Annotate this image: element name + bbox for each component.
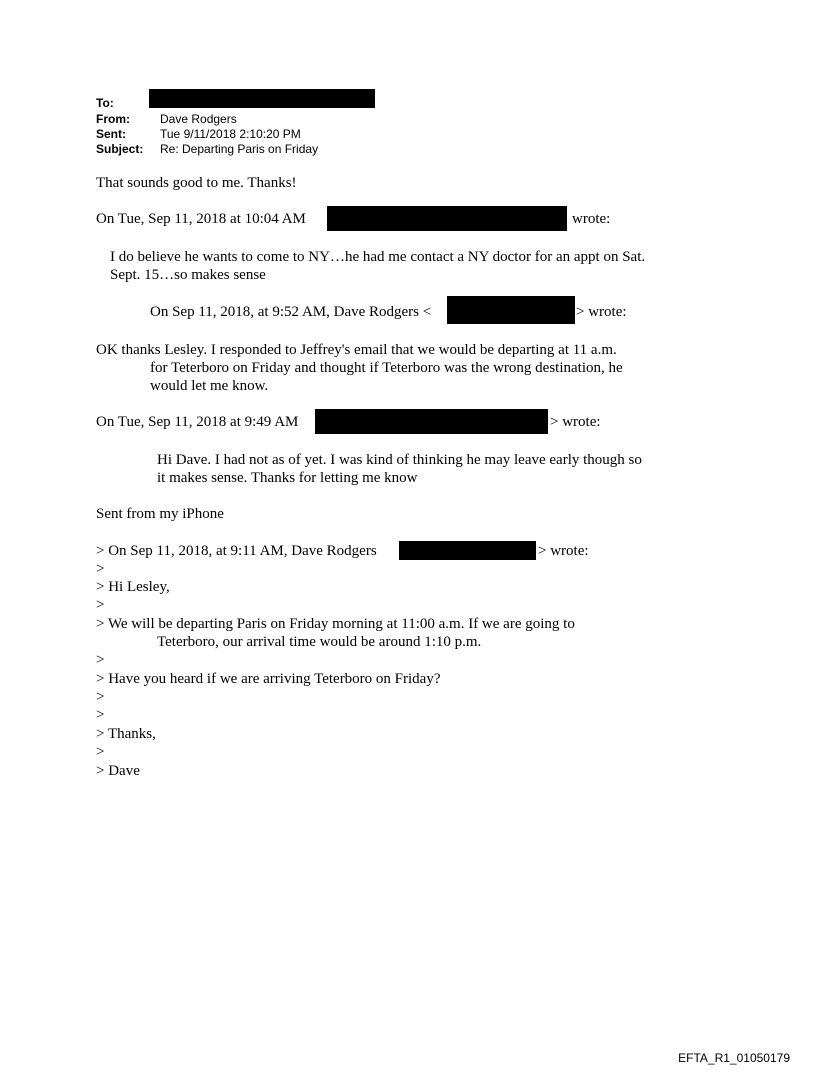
quote4-gt-3: > [96,652,105,668]
quote2-line3: would let me know. [150,378,269,394]
quote4-gt-6: > [96,744,105,760]
document-id: EFTA_R1_01050179 [678,1051,790,1065]
quote3-line1: Hi Dave. I had not as of yet. I was kind of thinking he may leave early though so [157,452,642,468]
redaction-quote4 [399,541,536,560]
quote4-gt-1: > [96,561,105,577]
quote4-thanks: > Thanks, [96,726,156,742]
sent-label: Sent: [96,127,126,141]
quote2-intro: On Sep 11, 2018, at 9:52 AM, Dave Rodgers < [150,304,432,320]
redaction-quote3 [315,409,548,434]
quote3-wrote: > wrote: [550,414,601,430]
to-label: To: [96,96,114,110]
sent-value: Tue 9/11/2018 2:10:20 PM [160,127,301,141]
quote1-intro: On Tue, Sep 11, 2018 at 10:04 AM [96,211,306,227]
redaction-to [149,89,375,108]
subject-label: Subject: [96,142,144,156]
quote3-intro: On Tue, Sep 11, 2018 at 9:49 AM [96,414,299,430]
reply-text: That sounds good to me. Thanks! [96,175,297,191]
quote4-wrote: > wrote: [538,543,589,559]
redaction-quote2 [447,296,575,324]
quote4-question: > Have you heard if we are arriving Teterboro on Friday? [96,671,441,687]
quote2-line2: for Teterboro on Friday and thought if Teterboro was the wrong destination, he [150,360,623,376]
quote4-gt-4: > [96,689,105,705]
quote4-greeting: > Hi Lesley, [96,579,170,595]
subject-value: Re: Departing Paris on Friday [160,142,319,156]
from-value: Dave Rodgers [160,112,237,126]
quote4-gt-2: > [96,597,105,613]
quote2-line1: OK thanks Lesley. I responded to Jeffrey's email that we would be departing at 11 a.m. [96,342,617,358]
quote2-wrote: > wrote: [576,304,627,320]
quote1-wrote: wrote: [572,211,611,227]
quote4-intro: > On Sep 11, 2018, at 9:11 AM, Dave Rodgers [96,543,377,559]
quote4-line1: > We will be departing Paris on Friday morning at 11:00 a.m. If we are going to [96,616,575,632]
quote4-line2: Teterboro, our arrival time would be around 1:10 p.m. [157,634,482,650]
quote1-line1: I do believe he wants to come to NY…he had me contact a NY doctor for an appt on Sat. [110,249,646,265]
quote4-signature: > Dave [96,763,140,779]
redaction-quote1 [327,206,567,231]
from-label: From: [96,112,130,126]
quote4-gt-5: > [96,707,105,723]
sent-from-text: Sent from my iPhone [96,506,224,522]
quote1-line2: Sept. 15…so makes sense [110,267,266,283]
quote3-line2: it makes sense. Thanks for letting me know [157,470,418,486]
